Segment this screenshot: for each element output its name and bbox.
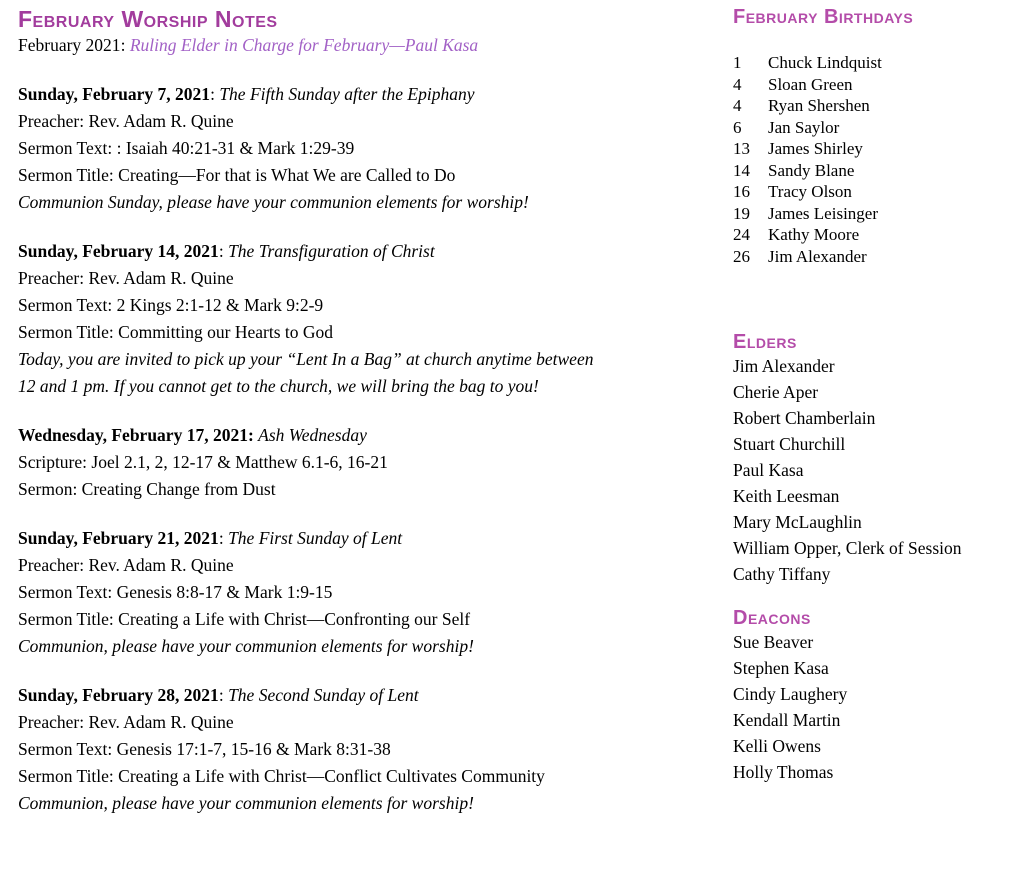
service-date: Sunday, February 28, 2021 [18,685,219,705]
deacons-heading: Deacons [733,607,811,629]
birthday-row [733,74,1019,96]
birthday-day: 26 [733,246,750,266]
service-line: Communion, please have your communion elements for worship! [18,636,474,656]
birthday-row [733,95,1019,117]
roster-name: Jim Alexander [733,356,835,376]
birthday-day: 13 [733,139,750,158]
service-line: Sermon Title: Creating—For that is What We are Called to Do [18,165,456,185]
birthday-row [733,246,1019,268]
service-line: Sermon Text: : Isaiah 40:21-31 & Mark 1:29-39 [18,138,355,158]
birthdays-list [733,52,1019,267]
birthday-name: Kathy Moore [768,225,860,244]
worship-notes-column [18,6,610,817]
elders-section [733,331,1019,587]
services-list [18,81,610,817]
service-line: Preacher: Rev. Adam R. Quine [18,111,234,131]
birthday-name: Jan Saylor [768,117,840,137]
page-title: February Worship Notes [18,6,278,32]
service-line: Sermon: Creating Change from Dust [18,479,276,499]
service-liturgical-title: The Fifth Sunday after the Epiphany [219,84,475,104]
service-liturgical-title: The First Sunday of Lent [228,528,403,548]
service-separator: : [218,241,229,261]
birthday-name: Tracy Olson [768,182,852,201]
roster-name: Stuart Churchill [733,434,846,454]
birthday-day: 4 [733,74,742,94]
service-line: Preacher: Rev. Adam R. Quine [18,555,234,575]
birthday-name: Sloan Green [768,74,853,94]
service-entry [18,81,610,216]
service-date: Sunday, February 21, 2021 [18,528,219,548]
deacons-list [733,629,1019,785]
service-entry [18,682,610,817]
birthday-day: 1 [733,53,742,72]
roster-name: Sue Beaver [733,632,814,652]
service-heading [18,81,610,108]
service-entry [18,525,610,660]
roster-name: Kelli Owens [733,736,821,756]
service-liturgical-title: Ash Wednesday [258,425,367,445]
roster-name: Robert Chamberlain [733,408,876,428]
birthday-day: 14 [733,160,750,180]
service-line: Preacher: Rev. Adam R. Quine [18,712,234,732]
service-date: Sunday, February 14, 2021 [18,241,219,261]
ruling-elder-note: Ruling Elder in Charge for February—Paul Kasa [129,35,479,55]
service-heading [18,238,610,265]
service-liturgical-title: The Second Sunday of Lent [228,685,419,705]
birthday-name: Jim Alexander [768,246,867,266]
service-heading [18,682,610,709]
service-heading [18,422,610,449]
service-line: Sermon Text: Genesis 8:8-17 & Mark 1:9-15 [18,582,333,602]
service-liturgical-title: The Transfiguration of Christ [228,241,435,261]
roster-name: Kendall Martin [733,710,841,730]
service-line: Today, you are invited to pick up your “Lent In a Bag” at church anytime between 12 and 1 pm. If you cannot get to the church, we will bring the bag to you! [18,349,594,396]
birthday-row [733,224,1019,246]
birthday-name: James Leisinger [768,203,878,223]
roster-name: Stephen Kasa [733,658,829,678]
birthday-day: 19 [733,203,750,223]
birthday-row [733,52,1019,74]
service-line: Scripture: Joel 2.1, 2, 12-17 & Matthew 6.1-6, 16-21 [18,452,388,472]
subtitle [18,32,610,59]
subtitle-separator: : [120,35,130,55]
birthday-row [733,160,1019,182]
birthday-day: 4 [733,96,742,115]
elders-list [733,353,1019,587]
birthday-name: Sandy Blane [768,160,855,180]
service-date: Wednesday, February 17, 2021: [18,425,254,445]
roster-name: Keith Leesman [733,486,840,506]
birthday-day: 6 [733,117,742,137]
service-line: Sermon Text: Genesis 17:1-7, 15-16 & Mark 8:31-38 [18,739,391,759]
birthday-day: 24 [733,225,750,244]
subtitle-month: February 2021 [18,35,121,55]
birthday-row [733,138,1019,160]
birthday-name: Ryan Shershen [768,96,870,115]
service-line: Sermon Title: Creating a Life with Christ—Confronting our Self [18,609,471,629]
service-entry [18,238,610,400]
birthday-row [733,117,1019,139]
birthday-row [733,181,1019,203]
service-line: Communion, please have your communion elements for worship! [18,793,474,813]
roster-name: Paul Kasa [733,460,804,480]
deacons-section [733,607,1019,785]
service-line: Preacher: Rev. Adam R. Quine [18,268,234,288]
service-separator: : [218,528,229,548]
birthdays-heading: February Birthdays [733,6,914,28]
service-line: Sermon Text: 2 Kings 2:1-12 & Mark 9:2-9 [18,295,324,315]
roster-name: Cindy Laughery [733,684,848,704]
service-heading [18,525,610,552]
roster-name: William Opper, Clerk of Session [733,538,962,558]
service-entry [18,422,610,503]
service-line: Sermon Title: Committing our Hearts to God [18,322,334,342]
elders-heading: Elders [733,331,797,353]
birthday-name: James Shirley [768,139,863,158]
birthday-day: 16 [733,182,750,201]
roster-name: Cathy Tiffany [733,564,831,584]
birthday-name: Chuck Lindquist [768,53,882,72]
service-line: Communion Sunday, please have your communion elements for worship! [18,192,529,212]
service-separator: : [218,685,229,705]
birthdays-section [733,6,1019,267]
roster-name: Mary McLaughlin [733,512,862,532]
right-column [733,6,1019,785]
roster-name: Cherie Aper [733,382,819,402]
roster-name: Holly Thomas [733,762,834,782]
birthday-row [733,203,1019,225]
service-line: Sermon Title: Creating a Life with Christ—Conflict Cultivates Community [18,766,545,786]
service-date: Sunday, February 7, 2021 [18,84,211,104]
service-separator: : [210,84,220,104]
